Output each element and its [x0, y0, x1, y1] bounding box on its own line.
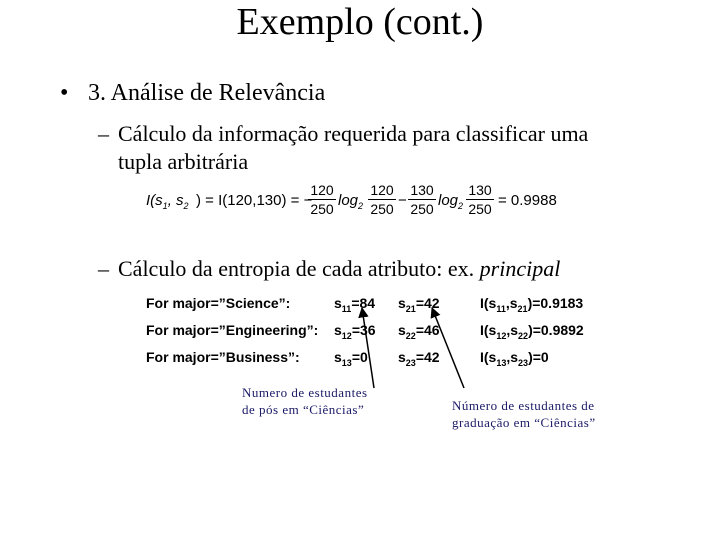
- sub-item-text: Cálculo da entropia de cada atributo: ex.: [118, 256, 480, 281]
- row-s2: $s_{23}=42$: [398, 349, 440, 368]
- formula-lhs: $I(s_1$, $s_2$: [146, 192, 189, 211]
- row-s2: $s_{21}=42$: [398, 295, 440, 314]
- formula-lhs-rest: ) = I(120,130) = −: [196, 192, 313, 209]
- row-info: $I(s_{12},s_{22})=0.9892$: [480, 322, 584, 341]
- fraction-4: 130 250: [466, 182, 494, 217]
- row-info: $I(s_{11},s_{21})=0.9183$: [480, 295, 584, 314]
- fraction-1: 120 250: [308, 182, 336, 217]
- formula-result: = 0.9988: [498, 192, 557, 209]
- row-s1: $s_{13}=0$: [334, 349, 368, 368]
- note-pos-graduate: Numero de estudantes de pós em “Ciências”: [242, 385, 368, 417]
- bullet-text: 3. Análise de Relevância: [88, 80, 326, 106]
- slide-title: Exemplo (cont.): [236, 1, 484, 43]
- row-s1: $s_{11}=84$: [334, 295, 376, 314]
- row-label: For major=”Business”:: [146, 349, 300, 365]
- log-1: $\log_2$: [338, 192, 364, 211]
- dash-marker: –: [98, 256, 109, 281]
- row-info: $I(s_{13},s_{23})=0$: [480, 349, 549, 368]
- dash-marker: –: [98, 121, 109, 146]
- log-2: $\log_2$: [438, 192, 464, 211]
- row-s2: $s_{22}=46$: [398, 322, 440, 341]
- note-graduate: Número de estudantes de graduação em “Ciências”: [452, 398, 596, 430]
- arrow-graduate: [432, 308, 464, 388]
- row-s1: $s_{12}=36$: [334, 322, 376, 341]
- sub-item-line2: tupla arbitrária: [118, 149, 249, 174]
- row-label: For major=”Science”:: [146, 295, 291, 311]
- bullet-marker: •: [60, 80, 69, 106]
- formula-minus: −: [398, 192, 407, 209]
- arrow-pos-graduate: [362, 308, 374, 388]
- fraction-3: 130 250: [408, 182, 436, 217]
- sub-item-italic: principal: [479, 256, 561, 281]
- row-label: For major=”Engineering”:: [146, 322, 319, 338]
- fraction-2: 120 250: [368, 182, 396, 217]
- sub-item-line1: Cálculo da informação requerida para classificar uma: [118, 121, 589, 146]
